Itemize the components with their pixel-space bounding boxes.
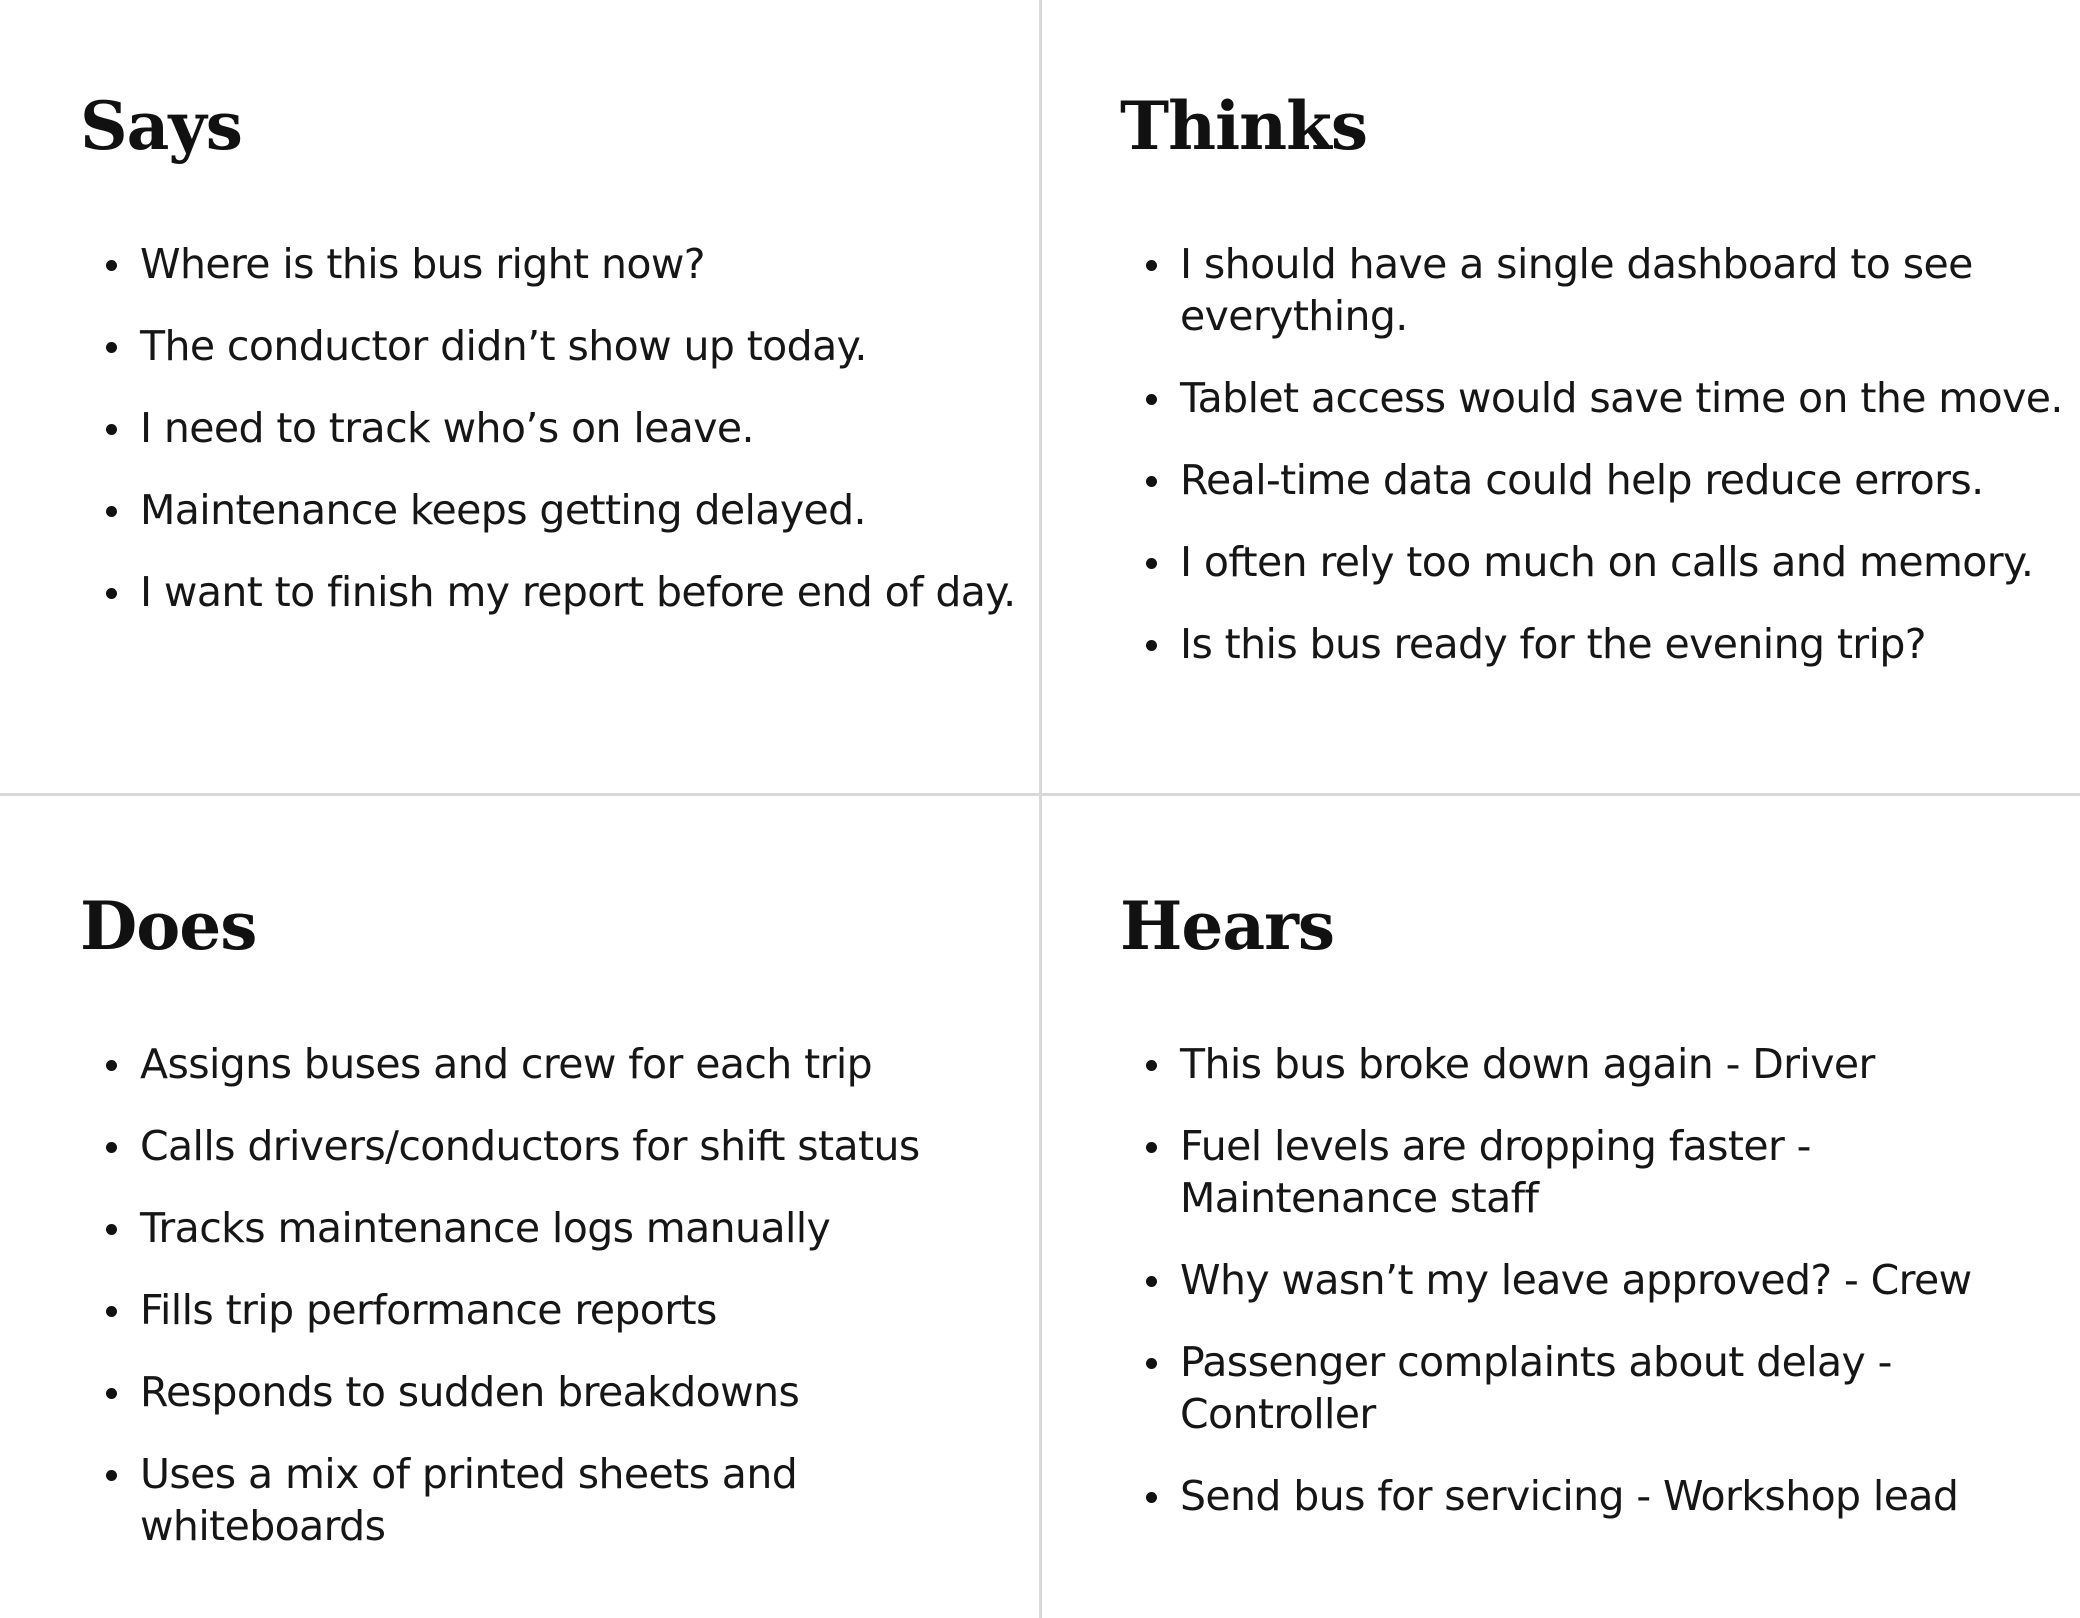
thinks-title: Thinks: [1120, 87, 1368, 165]
list-item: [80, 1366, 1040, 1418]
says-title: Says: [80, 87, 242, 165]
bullet-icon: [1146, 1492, 1157, 1503]
list-item: [80, 402, 1040, 454]
bullet-icon: [106, 506, 117, 517]
list-item-text: I often rely too much on calls and memory.: [1180, 538, 2034, 586]
list-item-text: Responds to sudden breakdowns: [140, 1368, 800, 1416]
says-quadrant: [0, 0, 1040, 795]
list-item: [80, 320, 1040, 372]
list-item: [1120, 1470, 2080, 1522]
list-item-text: Send bus for servicing - Workshop lead: [1180, 1472, 1959, 1520]
bullet-icon: [106, 1470, 117, 1481]
says-list: [80, 238, 1040, 618]
list-item-text: Real-time data could help reduce errors.: [1180, 456, 1984, 504]
list-item: [1120, 1038, 2080, 1090]
list-item: [1120, 618, 2080, 670]
list-item: [80, 484, 1040, 536]
list-item: [80, 1202, 1040, 1254]
list-item: [80, 1284, 1040, 1336]
vertical-divider: [1039, 0, 1042, 1618]
list-item: [80, 238, 1040, 290]
hears-list: [1120, 1038, 2080, 1522]
list-item: [1120, 536, 2080, 588]
bullet-icon: [1146, 1276, 1157, 1287]
bullet-icon: [106, 588, 117, 599]
bullet-icon: [1146, 1142, 1157, 1153]
thinks-quadrant: [1040, 0, 2080, 795]
bullet-icon: [106, 342, 117, 353]
list-item: [1120, 1120, 2080, 1224]
hears-quadrant: [1040, 795, 2080, 1618]
bullet-icon: [1146, 640, 1157, 651]
bullet-icon: [1146, 1358, 1157, 1369]
list-item: [1120, 238, 2080, 342]
list-item-text: Assigns buses and crew for each trip: [140, 1040, 873, 1088]
bullet-icon: [106, 260, 117, 271]
bullet-icon: [106, 424, 117, 435]
bullet-icon: [106, 1224, 117, 1235]
list-item: [80, 1448, 1040, 1552]
list-item-text: Tracks maintenance logs manually: [140, 1204, 831, 1252]
horizontal-divider: [0, 793, 2080, 796]
list-item: [1120, 1254, 2080, 1306]
bullet-icon: [106, 1142, 117, 1153]
list-item-text: Maintenance keeps getting delayed.: [140, 486, 866, 534]
bullet-icon: [1146, 260, 1157, 271]
bullet-icon: [106, 1306, 117, 1317]
list-item-text: Uses a mix of printed sheets and whiteboards: [140, 1450, 798, 1550]
list-item: [1120, 372, 2080, 424]
list-item-text: Where is this bus right now?: [140, 240, 705, 288]
bullet-icon: [1146, 558, 1157, 569]
bullet-icon: [106, 1060, 117, 1071]
list-item-text: Calls drivers/conductors for shift status: [140, 1122, 920, 1170]
list-item-text: Why wasn’t my leave approved? - Crew: [1180, 1256, 1972, 1304]
bullet-icon: [106, 1388, 117, 1399]
list-item: [1120, 454, 2080, 506]
list-item-text: The conductor didn’t show up today.: [140, 322, 867, 370]
list-item-text: Passenger complaints about delay - Controller: [1180, 1338, 1892, 1438]
list-item-text: Fuel levels are dropping faster - Maintenance staff: [1180, 1122, 1811, 1222]
hears-title: Hears: [1120, 887, 1335, 965]
does-list: [80, 1038, 1040, 1552]
list-item-text: Is this bus ready for the evening trip?: [1180, 620, 1926, 668]
list-item-text: I need to track who’s on leave.: [140, 404, 754, 452]
bullet-icon: [1146, 1060, 1157, 1071]
list-item-text: Tablet access would save time on the move.: [1180, 374, 2063, 422]
list-item: [80, 1120, 1040, 1172]
thinks-list: [1120, 238, 2080, 670]
list-item-text: I should have a single dashboard to see everything.: [1180, 240, 1973, 340]
list-item: [80, 1038, 1040, 1090]
list-item-text: This bus broke down again - Driver: [1180, 1040, 1875, 1088]
list-item-text: I want to finish my report before end of day.: [140, 568, 1016, 616]
list-item: [1120, 1336, 2080, 1440]
does-quadrant: [0, 795, 1040, 1618]
list-item: [80, 566, 1040, 618]
bullet-icon: [1146, 394, 1157, 405]
bullet-icon: [1146, 476, 1157, 487]
list-item-text: Fills trip performance reports: [140, 1286, 717, 1334]
does-title: Does: [80, 887, 257, 965]
